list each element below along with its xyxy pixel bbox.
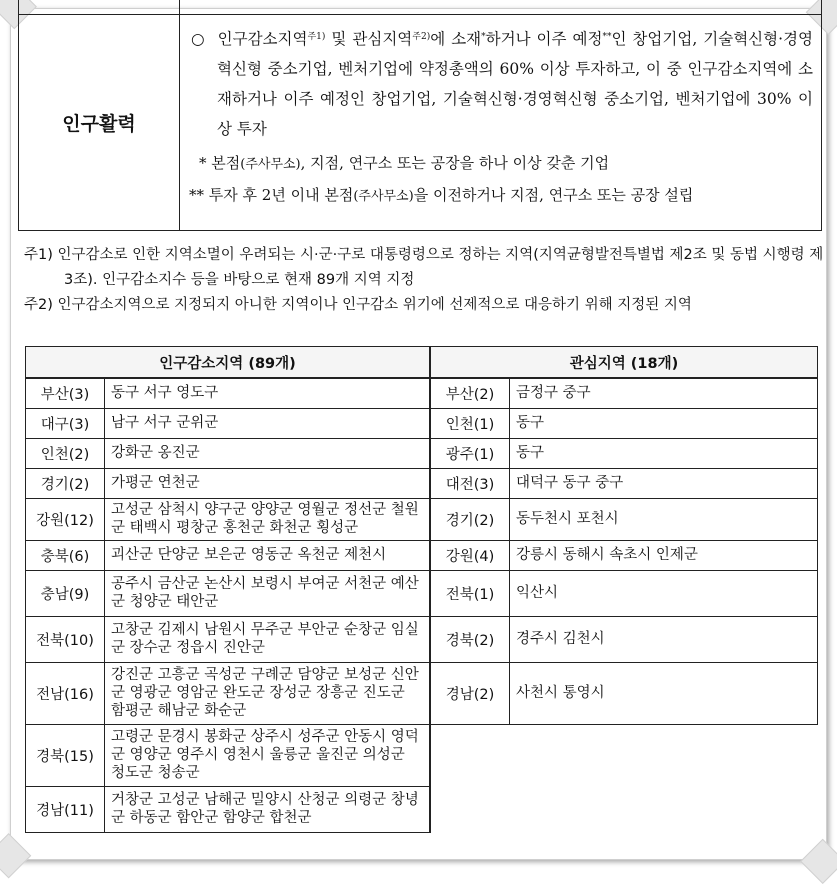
table-row xyxy=(26,468,818,498)
depopulation-province: 충북(6) xyxy=(26,540,105,570)
text-part: (주사무소) xyxy=(353,189,414,204)
interest-province: 대전(3) xyxy=(430,468,510,498)
interest-list: 사천시 통영시 xyxy=(510,662,818,724)
depopulation-list: 거창군 고성군 남해군 밀양시 산청군 의령군 창녕군 하동군 함안군 함양군 합천군 xyxy=(105,786,431,832)
depopulation-list: 남구 서구 군위군 xyxy=(105,408,431,438)
top-strip xyxy=(19,0,821,15)
page-corner xyxy=(0,833,31,878)
text-part: 하거나 이주 예정 xyxy=(485,30,603,48)
text-part: (주사무소) xyxy=(240,157,301,172)
interest-province: 광주(1) xyxy=(430,438,510,468)
interest-province: 경북(2) xyxy=(430,616,510,662)
depopulation-province: 충남(9) xyxy=(26,570,105,616)
table-row xyxy=(26,408,818,438)
text-part: 에 소재 xyxy=(430,30,482,48)
empty-cell xyxy=(430,724,818,786)
depopulation-list: 고창군 김제시 남원시 무주군 부안군 순창군 임실군 장수군 정읍시 진안군 xyxy=(105,616,431,662)
interest-header: 관심지역 (18개) xyxy=(430,347,818,379)
page-corner xyxy=(800,839,837,884)
interest-province: 강원(4) xyxy=(430,540,510,570)
interest-list: 경주시 김천시 xyxy=(510,616,818,662)
depopulation-list: 가평군 연천군 xyxy=(105,468,431,498)
table-row xyxy=(26,724,818,786)
depopulation-province: 경남(11) xyxy=(26,786,105,832)
depopulation-list: 괴산군 단양군 보은군 영동군 옥천군 제천시 xyxy=(105,540,431,570)
main-criteria xyxy=(191,24,813,144)
table-row xyxy=(26,498,818,540)
depopulation-province: 경기(2) xyxy=(26,468,105,498)
interest-list: 익산시 xyxy=(510,570,818,616)
depopulation-list: 강화군 옹진군 xyxy=(105,438,431,468)
interest-province: 경기(2) xyxy=(430,498,510,540)
interest-province: 전북(1) xyxy=(430,570,510,616)
note-double-star xyxy=(189,182,813,210)
table-row xyxy=(26,438,818,468)
depopulation-province: 인천(2) xyxy=(26,438,105,468)
text-part: 을 이전하거나 지점, 연구소 또는 공장 설립 xyxy=(413,186,694,204)
depopulation-province: 강원(12) xyxy=(26,498,105,540)
interest-list: 대덕구 동구 중구 xyxy=(510,468,818,498)
population-vitality-box xyxy=(18,0,822,231)
table-row xyxy=(26,378,818,408)
interest-list: 동두천시 포천시 xyxy=(510,498,818,540)
note-single-star xyxy=(191,150,813,178)
column-divider xyxy=(179,0,180,230)
interest-province: 인천(1) xyxy=(430,408,510,438)
table-row xyxy=(26,616,818,662)
depopulation-list: 공주시 금산군 논산시 보령시 부여군 서천군 예산군 청양군 태안군 xyxy=(105,570,431,616)
table-row xyxy=(26,540,818,570)
interest-list: 동구 xyxy=(510,438,818,468)
footnote-ref: * xyxy=(481,32,486,42)
depopulation-list: 고성군 삼척시 양구군 양양군 영월군 정선군 철원군 태백시 평창군 홍천군 화천군 횡성군 xyxy=(105,498,431,540)
depopulation-province: 부산(3) xyxy=(26,378,105,408)
text-part: * 본점 xyxy=(199,154,241,172)
text-part: 및 관심지역 xyxy=(325,30,413,48)
interest-province: 부산(2) xyxy=(430,378,510,408)
depopulation-province: 전북(10) xyxy=(26,616,105,662)
depopulation-list: 동구 서구 영도구 xyxy=(105,378,431,408)
bullet: ○ xyxy=(191,30,206,48)
footnote-2: 주2) 인구감소지역으로 지정되지 아니한 지역이나 인구감소 위기에 선제적으로 대응하기 위해 지정된 지역 xyxy=(24,297,692,313)
interest-list: 강릉시 동해시 속초시 인제군 xyxy=(510,540,818,570)
footnote-ref: ** xyxy=(602,32,612,42)
text-part: 인구감소지역 xyxy=(217,30,308,48)
interest-list: 동구 xyxy=(510,408,818,438)
table-row xyxy=(26,570,818,616)
depopulation-province: 경북(15) xyxy=(26,724,105,786)
footnote-ref: 주1) xyxy=(307,32,326,42)
row-content xyxy=(191,24,813,210)
footnote-ref: 주2) xyxy=(412,32,431,42)
footnotes xyxy=(24,243,824,318)
row-label: 인구활력 xyxy=(62,112,136,135)
empty-cell xyxy=(430,786,818,832)
table-row xyxy=(26,786,818,832)
depopulation-list: 고령군 문경시 봉화군 상주시 성주군 안동시 영덕군 영양군 영주시 영천시 울릉군 울진군 의성군 청도군 청송군 xyxy=(105,724,431,786)
text-part: , 지점, 연구소 또는 공장을 하나 이상 갖춘 기업 xyxy=(300,154,610,172)
depopulation-header: 인구감소지역 (89개) xyxy=(26,347,431,379)
regions-table xyxy=(25,346,818,833)
text-part: 인 창업기업, 기술혁신형·경영혁신형 중소기업, 벤처기업에 약정총액의 60% 이상 투자하고, 이 중 인구감소지역에 소재하거나 이주 예정인 창업기업, 기술혁신형·경영혁신형 중소기업, 벤처기업에 30% 이상 투자 xyxy=(217,30,813,138)
text-part: ** 투자 후 2년 이내 본점 xyxy=(189,186,354,204)
depopulation-list: 강진군 고흥군 곡성군 구례군 담양군 보성군 신안군 영광군 영암군 완도군 장성군 장흥군 진도군 함평군 해남군 화순군 xyxy=(105,662,431,724)
depopulation-province: 대구(3) xyxy=(26,408,105,438)
interest-list: 금정구 중구 xyxy=(510,378,818,408)
depopulation-province: 전남(16) xyxy=(26,662,105,724)
table-row xyxy=(26,662,818,724)
footnote-1: 주1) 인구감소로 인한 지역소멸이 우려되는 시·군·구로 대통령령으로 정하는 지역(지역균형발전특별법 제2조 및 동법 시행령 제3조). 인구감소지수 등을 바탕으로 현재 89개 지역 지정 xyxy=(24,247,824,288)
interest-province: 경남(2) xyxy=(430,662,510,724)
